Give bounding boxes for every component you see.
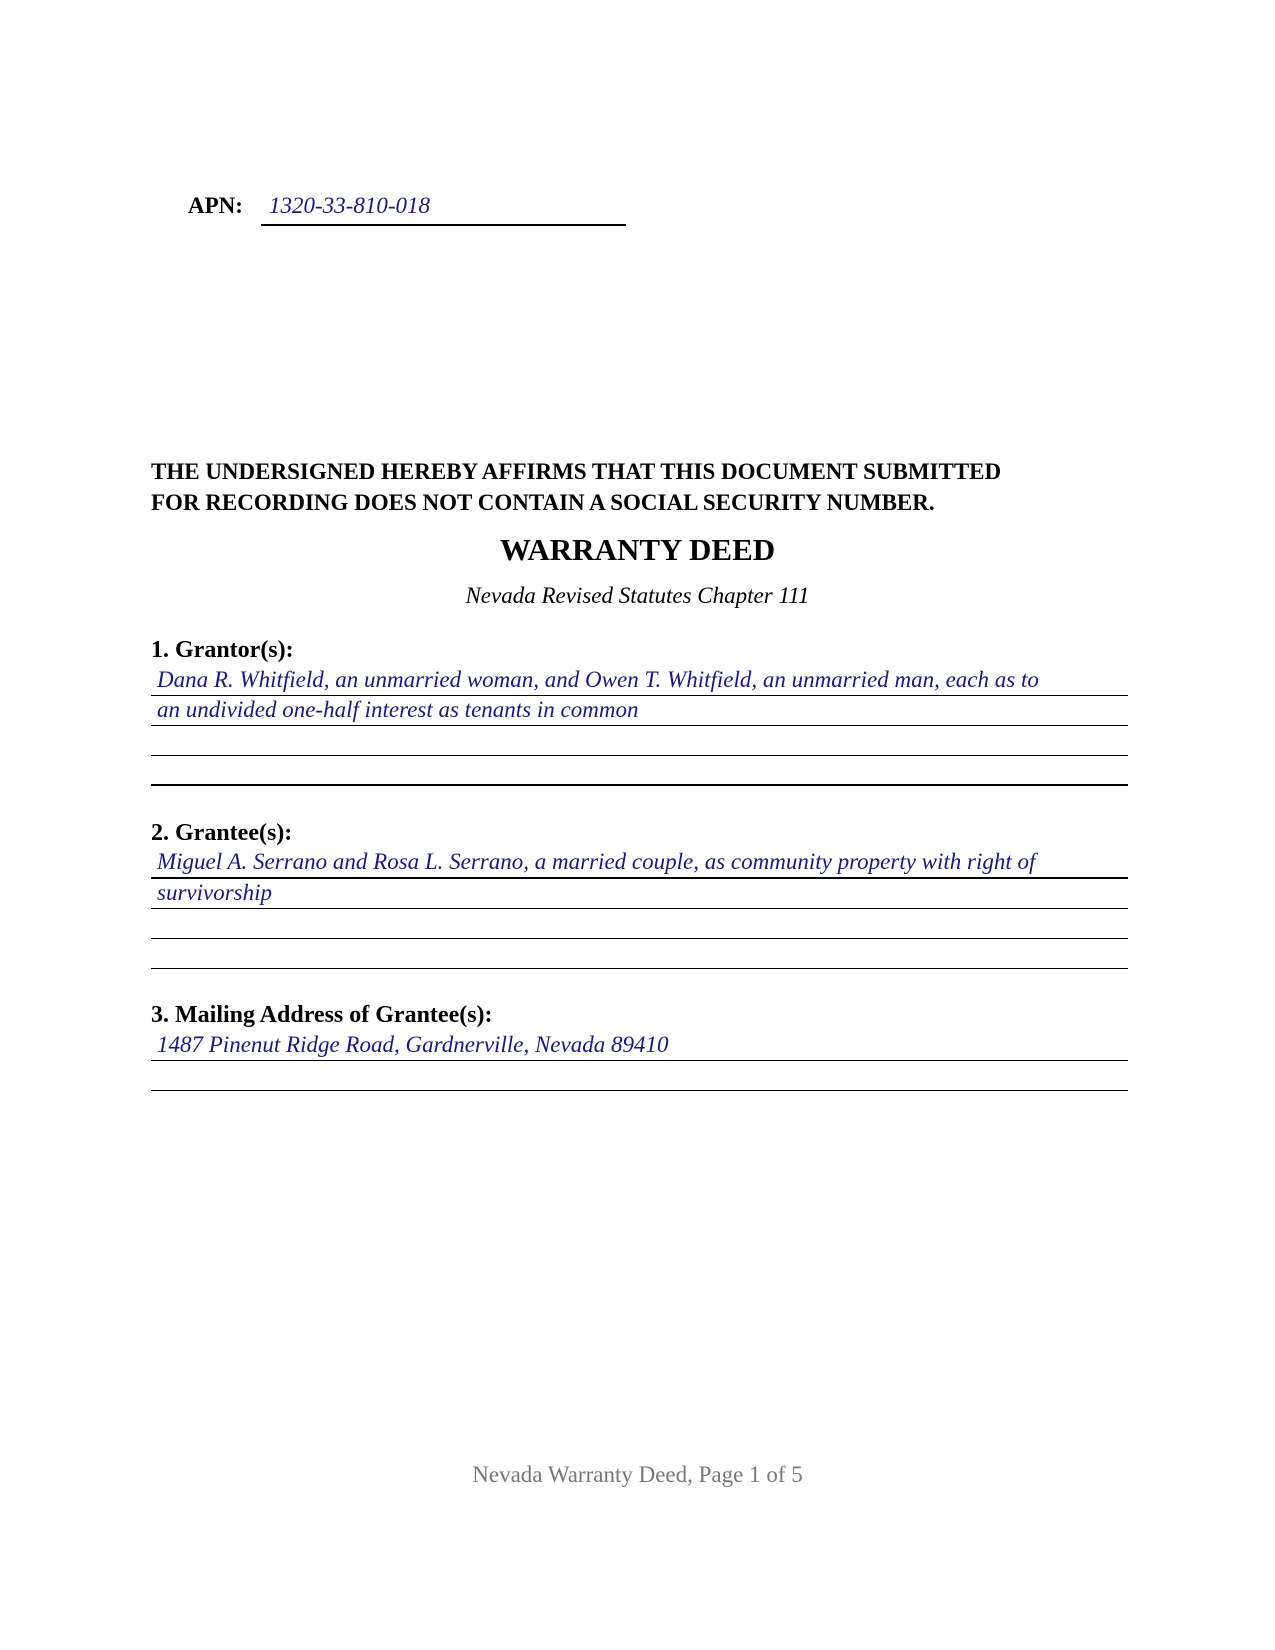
grantor-line-4[interactable] [151, 756, 1128, 786]
mailing-address-section [151, 999, 1128, 1091]
mailing-address-line-2[interactable] [151, 1061, 1128, 1091]
document-title: WARRANTY DEED [499, 532, 776, 567]
grantee-line-1[interactable] [151, 849, 1128, 879]
grantor-heading: 1. Grantor(s): [151, 637, 294, 663]
apn-row [188, 190, 628, 226]
grantee-line-text: survivorship [157, 880, 272, 905]
grantor-line-2[interactable] [151, 696, 1128, 726]
mailing-address-heading: 3. Mailing Address of Grantee(s): [151, 1002, 493, 1028]
affirmation-line-1: THE UNDERSIGNED HEREBY AFFIRMS THAT THIS DOCUMENT SUBMITTED [151, 459, 1002, 484]
apn-label: APN: [188, 193, 243, 218]
apn-value: 1320-33-810-018 [269, 193, 430, 218]
grantor-line-3[interactable] [151, 726, 1128, 756]
document-subtitle: Nevada Revised Statutes Chapter 111 [465, 583, 810, 608]
grantor-line-text: Dana R. Whitfield, an unmarried woman, and Owen T. Whitfield, an unmarried man, each as to [157, 667, 1039, 692]
grantor-section [151, 634, 1128, 786]
ssn-affirmation [151, 456, 1131, 518]
apn-field[interactable] [261, 190, 626, 226]
grantee-line-4[interactable] [151, 939, 1128, 969]
grantee-heading: 2. Grantee(s): [151, 820, 293, 846]
grantee-section [151, 817, 1128, 969]
affirmation-line-2: FOR RECORDING DOES NOT CONTAIN A SOCIAL SECURITY NUMBER. [151, 490, 935, 515]
grantee-line-2[interactable] [151, 879, 1128, 909]
mailing-address-line-text: 1487 Pinenut Ridge Road, Gardnerville, Nevada 89410 [157, 1032, 669, 1057]
grantee-line-text: Miguel A. Serrano and Rosa L. Serrano, a married couple, as community property with right of [157, 849, 1036, 874]
page-footer: Nevada Warranty Deed, Page 1 of 5 [472, 1462, 803, 1487]
grantee-line-3[interactable] [151, 909, 1128, 939]
grantor-line-1[interactable] [151, 666, 1128, 696]
grantor-line-text: an undivided one-half interest as tenants in common [157, 697, 639, 722]
mailing-address-line-1[interactable] [151, 1031, 1128, 1061]
